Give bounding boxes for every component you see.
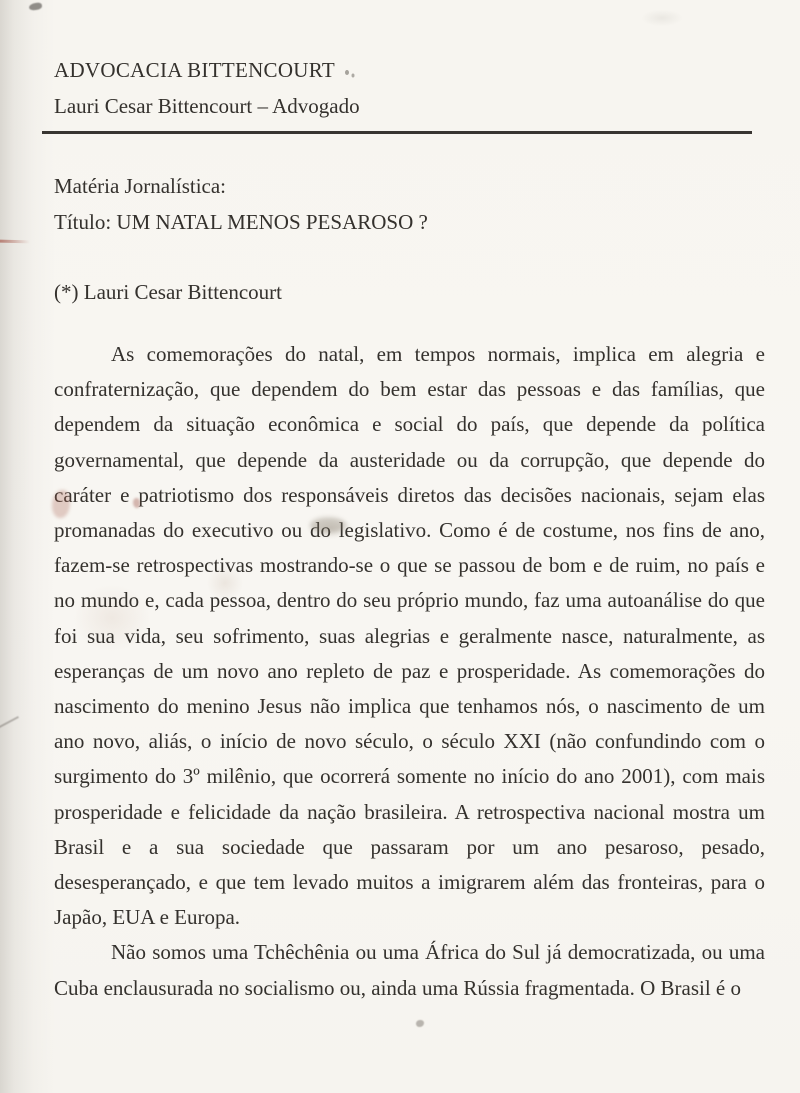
article-byline: (*) Lauri Cesar Bittencourt <box>54 280 283 304</box>
scan-artifact-topleft-speck <box>29 2 43 11</box>
letterhead-divider <box>42 131 752 134</box>
lawyer-title-line: Lauri Cesar Bittencourt – Advogado <box>54 94 360 118</box>
article-heading <box>54 168 765 240</box>
article-body <box>54 337 765 1006</box>
scan-artifact-left-crease <box>0 716 19 730</box>
article-paragraph-2: Não somos uma Tchêchênia ou uma África do Sul já democratizada, ou uma Cuba enclausurada no socialismo ou, ainda uma Rússia fragmentada. O Brasil é o <box>54 940 765 1000</box>
scan-artifact-left-red-line <box>0 240 30 244</box>
scan-artifact-bottom-speck <box>416 1020 424 1027</box>
article-title: Título: UM NATAL MENOS PESAROSO ? <box>54 210 428 234</box>
letterhead <box>54 0 765 124</box>
firm-name: ADVOCACIA BITTENCOURT <box>54 58 335 82</box>
article-paragraph-1: As comemorações do natal, em tempos normais, implica em alegria e confraternização, que dependem do bem estar das pessoas e das famílias, que dependem da situação econômica e social do país, que depende da política governamental, que depende da austeridade ou da corrupção, que depende do caráter e patriotismo dos responsáveis diretos das decisões nacionais, sejam elas promanadas do executivo ou do legislativo. Como é de costume, nos fins de ano, fazem-se retrospectivas mostrando-se o que se passou de bom e de ruim, no país e no mundo e, cada pessoa, dentro do seu próprio mundo, faz uma autoanálise do que foi sua vida, seu sofrimento, suas alegrias e geralmente nasce, naturalmente, as esperanças de um novo ano repleto de paz e prosperidade. As comemorações do nascimento do menino Jesus não implica que tenhamos nós, o nascimento de um ano novo, aliás, o início de novo século, o século XXI (não confundindo com o surgimento do 3º milênio, que ocorrerá somente no início do ano 2001), com mais prosperidade e felicidade da nação brasileira. A retrospectiva nacional mostra um Brasil e a sua sociedade que passaram por um ano pesaroso, pesado, desesperançado, e que tem levado muitos a imigrarem além das fronteiras, para o Japão, EUA e Europa. <box>54 342 765 930</box>
article-category: Matéria Jornalística: <box>54 174 227 198</box>
